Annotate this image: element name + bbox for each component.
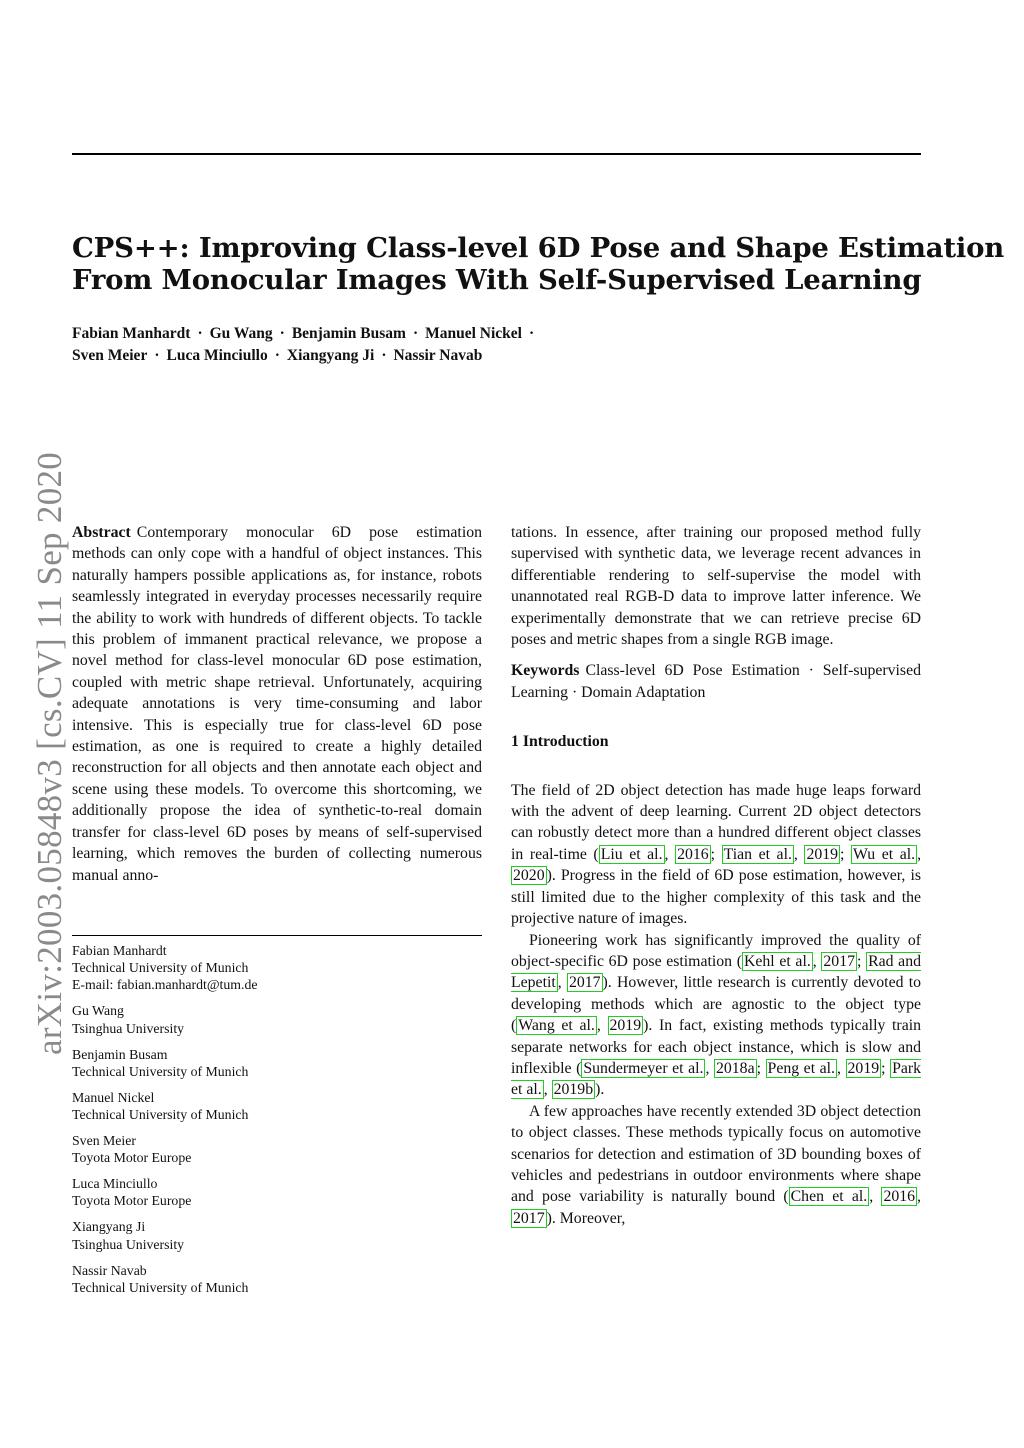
abstract-text: Contemporary monocular 6D pose estimation methods can only cope with a handful of object instances. This naturally hampers possible applications as, for instance, robots seamlessly integrated in everyday processes necessarily require the ability to work with hundreds of different objects. To tackle this problem of immanent practical relevance, we propose a novel method for class-level monocular 6D pose estimation, coupled with metric shape retrieval. Unfortunately, acquiring adequate annotations is very time-consuming and labor intensive. This is especially true for class-level 6D pose estimation, as one is required to create a highly detailed reconstruction for all objects and then annotate each object and scene using these models. To overcome this shortcoming, we additionally propose the idea of synthetic-to-real domain transfer for class-level 6D poses by means of self-supervised learning, which removes the burden of collecting numerous manual anno- (72, 524, 482, 884)
text-run: ). However, little research is currently devoted to developing methods which are agnostic to the object type ( (511, 974, 921, 1035)
affiliation (72, 1262, 492, 1296)
citation-link[interactable]: 2017 (823, 952, 855, 970)
citation-link[interactable]: 2019 (609, 1017, 642, 1035)
text-run: , (793, 845, 805, 863)
affiliation-name: Benjamin Busam (72, 1046, 168, 1062)
author: Nassir Navab (393, 347, 483, 364)
title-line-2: From Monocular Images With Self-Supervised Learning (72, 264, 922, 296)
citation-link[interactable]: Liu et al. (600, 845, 663, 863)
text-run: ; (881, 1059, 891, 1077)
author-separator: · (274, 347, 280, 364)
citation-link[interactable]: 2016 (883, 1188, 916, 1206)
author: Luca Minciullo (166, 347, 268, 364)
citation-link[interactable]: Kehl et al. (743, 952, 811, 970)
footnote-rule (72, 935, 482, 936)
affiliations (72, 942, 492, 1305)
affiliation-name: Sven Meier (72, 1133, 136, 1149)
keywords-text: Class-level 6D Pose Estimation · Self-supervised Learning · Domain Adaptation (511, 662, 921, 701)
citation-link[interactable]: 2019 (806, 845, 839, 863)
affiliation-name: Manuel Nickel (72, 1089, 155, 1105)
keywords (511, 660, 921, 703)
text-run: ; (756, 1059, 766, 1077)
citation-link[interactable]: Park et al. (511, 1059, 922, 1099)
citation-link[interactable]: 2018a (715, 1059, 755, 1077)
author-line-2 (72, 345, 932, 367)
abstract (72, 522, 482, 886)
author-separator: · (197, 325, 203, 342)
affiliation-name: Nassir Navab (72, 1262, 147, 1278)
text-run: , (705, 1059, 714, 1077)
affiliation (72, 1089, 492, 1123)
paper-title (72, 232, 1005, 296)
text-run: , (812, 952, 822, 970)
affiliation (72, 1046, 492, 1080)
author: Benjamin Busam (291, 325, 406, 342)
citation-link[interactable]: Wu et al. (853, 845, 916, 863)
text-run: ). (595, 1081, 605, 1099)
affiliation-institution: Technical University of Munich (72, 960, 249, 976)
citation-link[interactable]: Rad and Lepetit (511, 952, 921, 992)
text-run: A few approaches have recently extended 3D object detection to object classes. These methods typically focus on automotive scenarios for detection and estimation of 3D bounding boxes of vehicles and pedestrians in outdoor environments where shape and pose variability is naturally bound ( (511, 1102, 921, 1206)
author-separator: · (529, 325, 535, 342)
citation-link[interactable]: Chen et al. (790, 1188, 868, 1206)
intro-paragraph-2 (511, 930, 921, 1101)
text-run: Pioneering work has significantly improved the quality of object-specific 6D pose estimation ( (511, 931, 921, 970)
text-run: ). In fact, existing methods typically train separate networks for each object instance, which is slow and inflexible ( (511, 1017, 921, 1077)
affiliation (72, 1002, 492, 1036)
citation-link[interactable]: Peng et al. (767, 1059, 835, 1077)
citation-link[interactable]: Tian et al. (723, 845, 792, 863)
text-run: , (664, 845, 676, 863)
author-separator: · (279, 325, 285, 342)
affiliation-institution: Tsinghua University (72, 1020, 185, 1036)
text-run: ; (840, 845, 851, 863)
title-line-1: CPS++: Improving Class-level 6D Pose and Shape Estimation (72, 232, 1005, 264)
affiliation-institution: Technical University of Munich (72, 1063, 249, 1079)
section-heading: 1 Introduction (511, 733, 609, 751)
text-run: , (917, 1188, 921, 1206)
citation-link[interactable]: 2019b (553, 1081, 594, 1099)
citation-link[interactable]: Wang et al. (518, 1017, 595, 1035)
text-run: , (596, 1017, 608, 1035)
author-separator: · (381, 347, 387, 364)
affiliation-name: Fabian Manhardt (72, 943, 167, 958)
text-run: ; (857, 952, 867, 970)
right-column (511, 522, 921, 1229)
affiliation (72, 942, 492, 994)
affiliation (72, 1132, 492, 1166)
affiliation (72, 1218, 492, 1252)
affiliation-email: E-mail: fabian.manhardt@tum.de (72, 977, 258, 993)
affiliation-institution: Technical University of Munich (72, 1279, 249, 1295)
affiliation-institution: Toyota Motor Europe (72, 1150, 192, 1166)
author-separator: · (412, 325, 419, 342)
citation-link[interactable]: Sundermeyer et al. (583, 1059, 704, 1077)
author: Gu Wang (209, 325, 273, 342)
text-run: ). Progress in the field of 6D pose estimation, however, is still limited due to the higher complexity of this task and the projective nature of images. (511, 867, 921, 928)
citation-link[interactable]: 2017 (513, 1209, 545, 1227)
text-run: , (869, 1188, 882, 1206)
author: Fabian Manhardt (72, 325, 191, 342)
author: Xiangyang Ji (286, 347, 375, 364)
abstract-continued: tations. In essence, after training our proposed method fully supervised with synthetic data, we leverage recent advances in differentiable rendering to self-supervise the model with unannotated real RGB-D data to improve latter inference. We experimentally demonstrate that we can retrieve precise 6D poses and metric shapes from a single RGB image. (511, 524, 921, 649)
keywords-label: Keywords (511, 662, 580, 680)
text-run: ; (710, 845, 722, 863)
left-column (72, 522, 482, 886)
citation-link[interactable]: 2016 (677, 845, 709, 863)
text-run: The field of 2D object detection has made huge leaps forward with the advent of deep learning. Current 2D object detectors can robustly detect more than a hundred different object classes in real-time ( (511, 781, 921, 863)
text-run: , (543, 1081, 552, 1099)
affiliation-name: Luca Minciullo (72, 1176, 158, 1192)
affiliation-institution: Toyota Motor Europe (72, 1193, 192, 1209)
citation-link[interactable]: 2020 (513, 867, 545, 885)
intro-paragraph-3 (511, 1101, 921, 1229)
text-run: ). Moreover, (546, 1209, 626, 1227)
abstract-label: Abstract (72, 524, 131, 541)
author: Manuel Nickel (425, 325, 522, 342)
affiliation-name: Xiangyang Ji (72, 1219, 146, 1235)
text-run: , (837, 1059, 846, 1077)
affiliation-name: Gu Wang (72, 1003, 124, 1019)
citation-link[interactable]: 2019 (847, 1059, 880, 1077)
arxiv-stamp: arXiv:2003.05848v3 [cs.CV] 11 Sep 2020 (30, 451, 69, 1055)
author: Sven Meier (72, 347, 148, 364)
header-rule (72, 153, 921, 155)
author-line-1 (72, 323, 932, 345)
citation-link[interactable]: 2017 (568, 974, 601, 992)
affiliation-institution: Tsinghua University (72, 1236, 185, 1252)
author-separator: · (154, 347, 160, 364)
text-run: , (917, 845, 922, 863)
affiliation-institution: Technical University of Munich (72, 1107, 249, 1123)
intro-paragraph-1 (511, 780, 921, 930)
affiliation (72, 1175, 492, 1209)
text-run: , (557, 974, 567, 992)
author-list (72, 323, 932, 367)
